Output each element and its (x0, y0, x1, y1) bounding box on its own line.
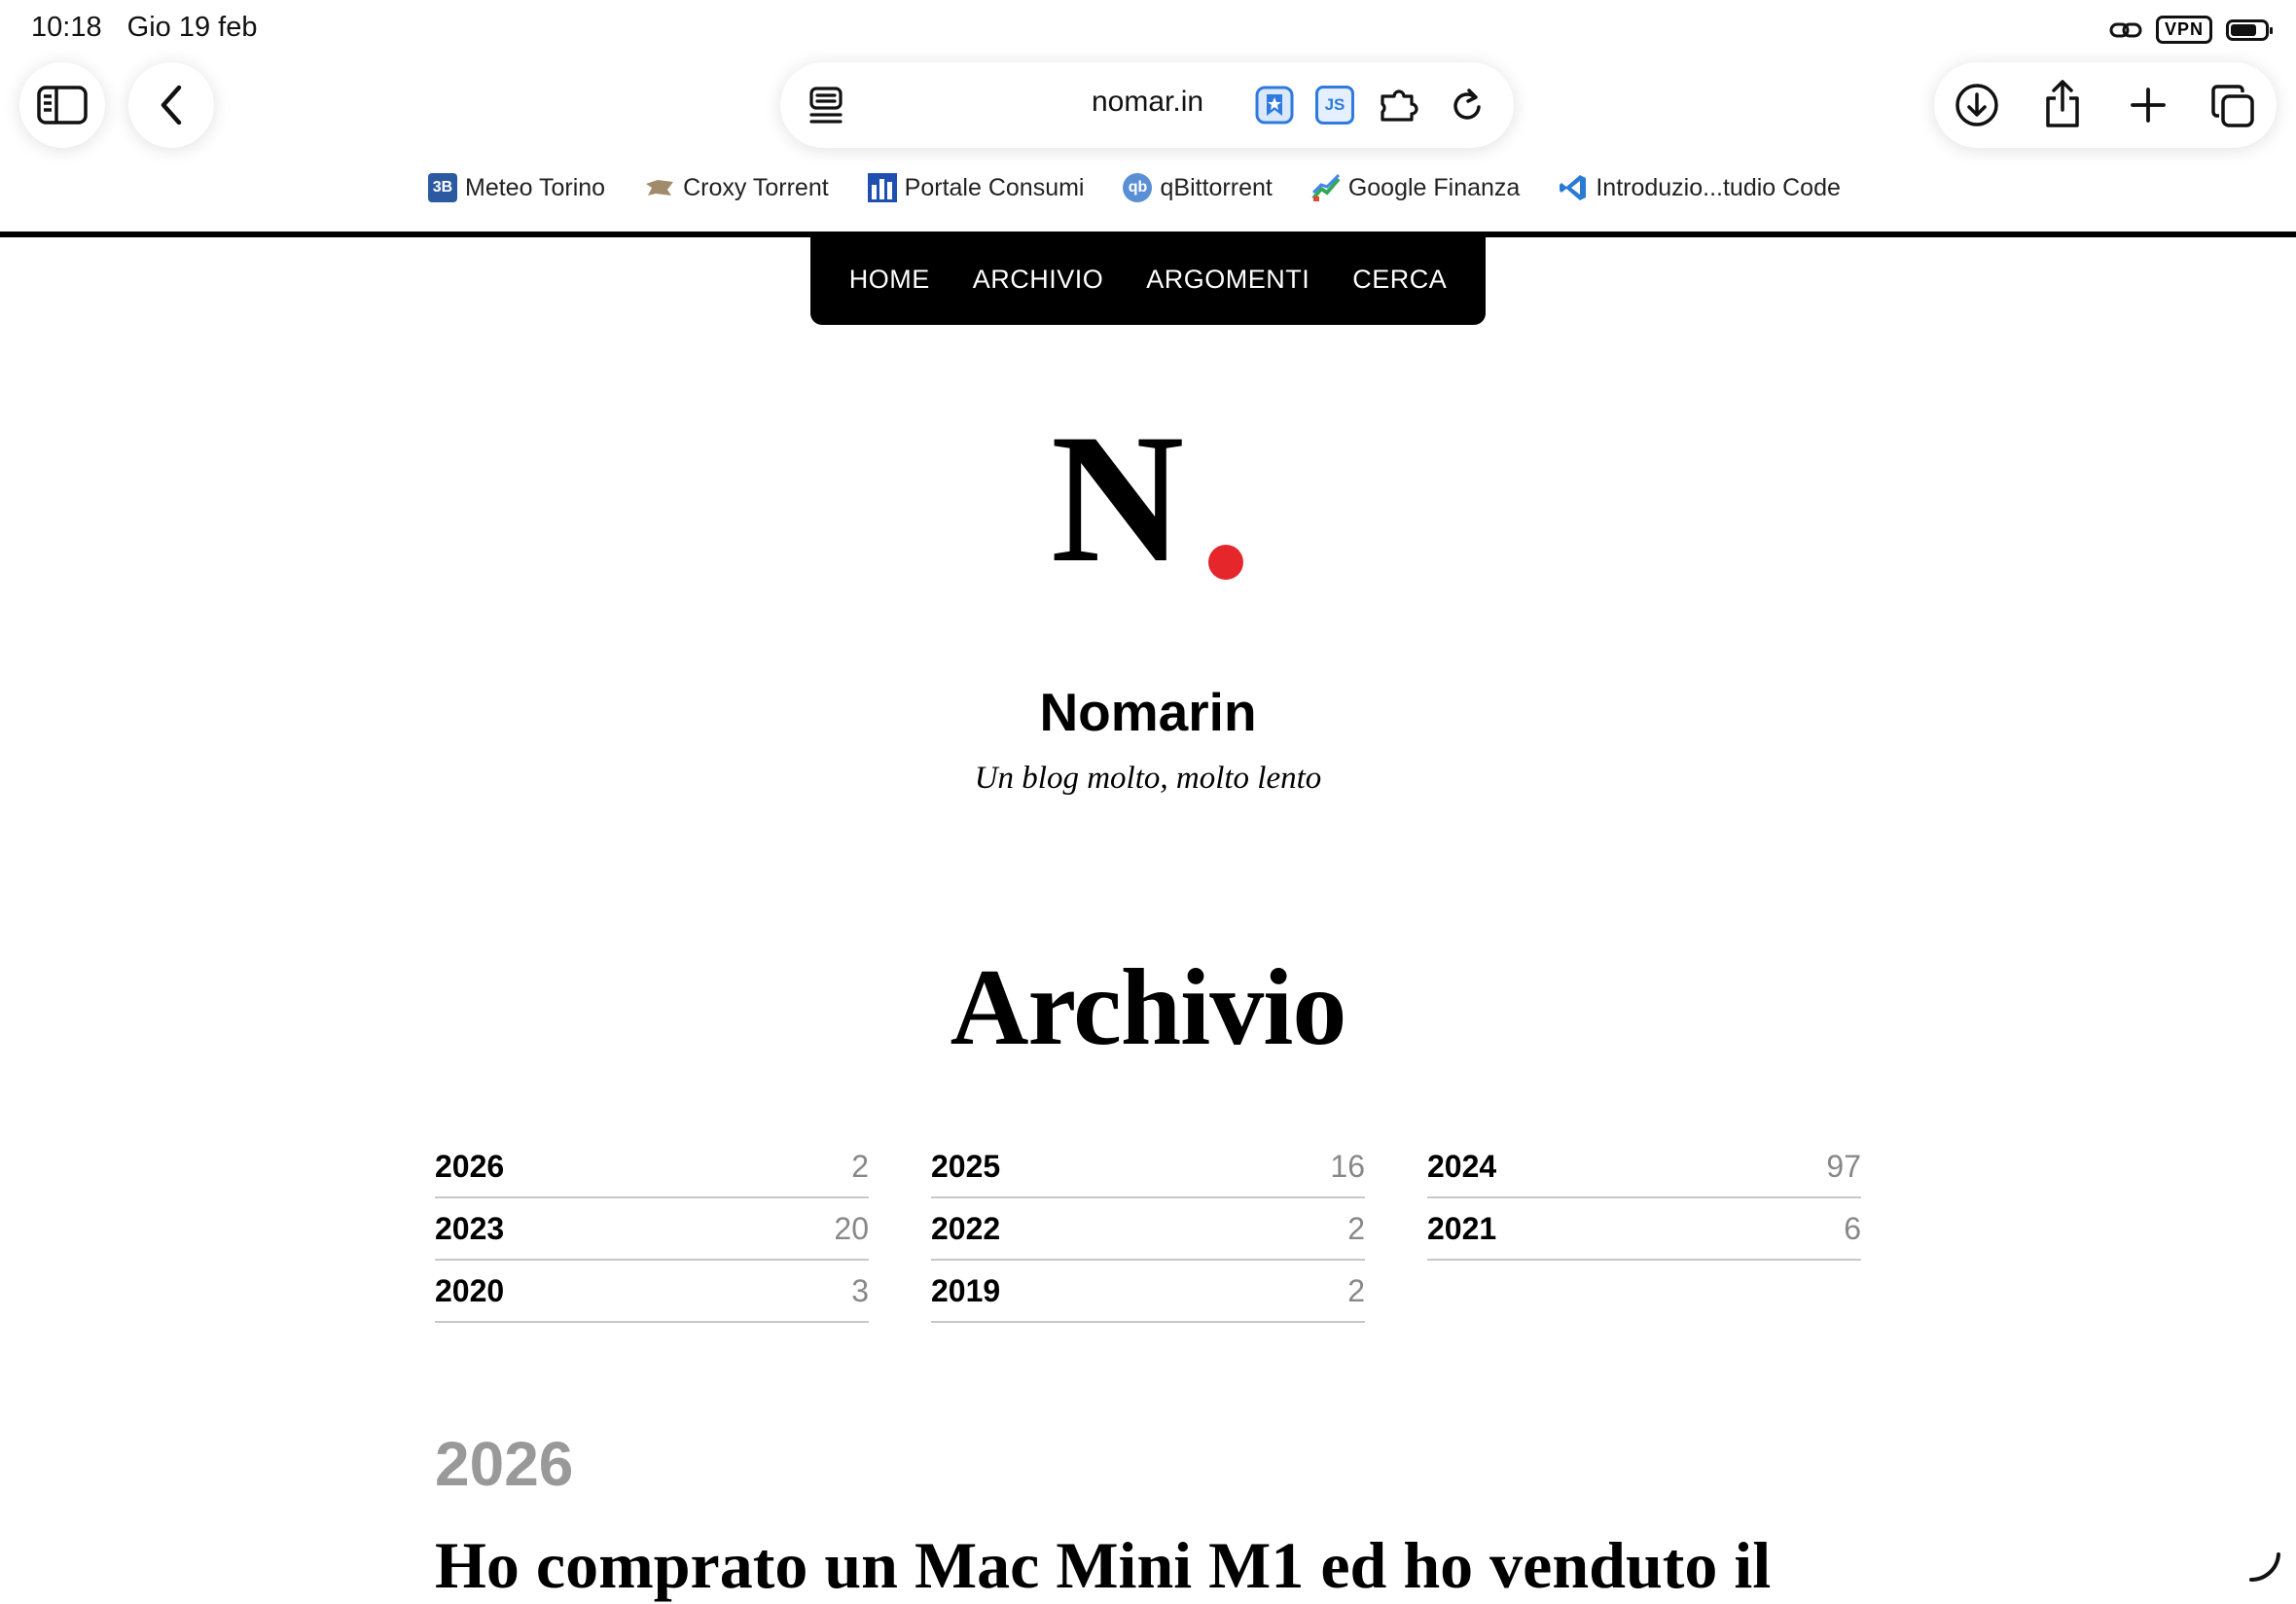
finance-chart-favicon-icon (1311, 173, 1341, 202)
section-year-heading: 2026 (435, 1429, 574, 1499)
bookmark-label: Croxy Torrent (683, 173, 829, 201)
vpn-badge: VPN (2156, 16, 2212, 44)
archive-year-row[interactable] (931, 1136, 1365, 1198)
vscode-favicon-icon (1559, 173, 1588, 202)
download-icon (1955, 83, 1999, 127)
address-bar[interactable] (780, 62, 1514, 148)
nav-archive[interactable]: ARCHIVIO (972, 264, 1104, 294)
archive-year: 2022 (931, 1210, 1001, 1246)
site-nav (810, 233, 1486, 325)
archive-year: 2024 (1427, 1148, 1497, 1184)
archive-count: 16 (1330, 1148, 1365, 1184)
archive-year: 2021 (1427, 1210, 1497, 1246)
bookmark-google-finanza[interactable] (1311, 173, 1521, 202)
js-extension-icon: JS (1324, 95, 1345, 114)
bookmark-label: Introduzio...tudio Code (1596, 173, 1841, 201)
archive-year: 2019 (931, 1272, 1001, 1308)
back-icon (158, 84, 185, 126)
bar-chart-favicon-icon (868, 173, 897, 202)
site-tagline: Un blog molto, molto lento (974, 761, 1322, 796)
share-button[interactable] (2039, 78, 2086, 130)
new-tab-icon (2129, 86, 2168, 125)
bookmark-extension-icon (1255, 86, 1294, 125)
bookmarks-bar (428, 173, 1841, 202)
share-icon (2042, 79, 2083, 129)
archive-year-row[interactable] (435, 1198, 869, 1261)
nav-topics[interactable]: ARGOMENTI (1146, 264, 1310, 294)
new-tab-button[interactable] (2127, 84, 2170, 126)
download-button[interactable] (1954, 82, 2000, 128)
archive-years-grid (435, 1136, 1861, 1323)
bookmark-label: Meteo Torino (465, 173, 606, 201)
archive-count: 2 (1347, 1210, 1365, 1246)
sidebar-icon (37, 86, 88, 125)
bookmark-qbittorrent[interactable] (1123, 173, 1272, 202)
sidebar-button[interactable] (19, 62, 105, 148)
url-text[interactable]: nomar.in (1092, 86, 1204, 118)
archive-count: 3 (851, 1272, 869, 1308)
site-logo[interactable]: N (1051, 397, 1185, 601)
site-title[interactable]: Nomarin (1039, 682, 1257, 742)
archive-year-row[interactable] (931, 1198, 1365, 1261)
logo-dot (1208, 545, 1243, 580)
archive-year: 2023 (435, 1210, 505, 1246)
archive-count: 97 (1826, 1148, 1861, 1184)
archive-year-row[interactable] (931, 1261, 1365, 1323)
js-extension-button[interactable] (1315, 86, 1354, 125)
link-icon (2109, 19, 2142, 41)
bookmark-extension-button[interactable] (1255, 86, 1294, 125)
archive-year-row[interactable] (1427, 1136, 1861, 1198)
archive-year-row[interactable] (435, 1136, 869, 1198)
archive-count: 2 (851, 1148, 869, 1184)
bookmark-croxy-torrent[interactable] (644, 173, 829, 202)
status-time: 10:18 (31, 12, 102, 43)
status-bar-right (2109, 16, 2269, 44)
archive-year: 2020 (435, 1272, 505, 1308)
bookmark-vscode[interactable] (1559, 173, 1841, 202)
right-toolbar (1934, 62, 2277, 148)
nav-search[interactable]: CERCA (1352, 264, 1448, 294)
tabs-icon (2209, 83, 2256, 129)
reader-button[interactable] (804, 84, 848, 126)
croxy-favicon-icon (644, 176, 675, 199)
status-date: Gio 19 feb (126, 12, 258, 43)
back-button[interactable] (128, 62, 214, 148)
loading-spinner-icon (2245, 1547, 2284, 1586)
archive-year: 2025 (931, 1148, 1001, 1184)
status-bar-left (31, 12, 274, 44)
archive-year: 2026 (435, 1148, 505, 1184)
qbittorrent-favicon-icon: qb (1123, 173, 1152, 202)
archive-count: 20 (834, 1210, 869, 1246)
bookmark-meteo-torino[interactable] (428, 173, 605, 202)
bookmark-label: Portale Consumi (904, 173, 1085, 201)
archive-count: 2 (1347, 1272, 1365, 1308)
archive-year-row[interactable] (1427, 1198, 1861, 1261)
battery-icon (2226, 19, 2269, 41)
archive-year-row[interactable] (435, 1261, 869, 1323)
archive-count: 6 (1844, 1210, 1861, 1246)
bookmark-label: Google Finanza (1347, 173, 1521, 201)
meteo-favicon-icon: 3B (428, 173, 457, 202)
post-title-link[interactable]: Ho comprato un Mac Mini M1 ed ho venduto il (435, 1528, 1772, 1602)
reload-button[interactable] (1446, 84, 1489, 126)
nav-home[interactable]: HOME (848, 264, 930, 294)
bookmark-portale-consumi[interactable] (868, 173, 1085, 202)
reader-icon (808, 86, 843, 125)
page-title: Archivio (950, 947, 1346, 1068)
extensions-button[interactable] (1378, 86, 1422, 125)
tabs-button[interactable] (2208, 82, 2257, 130)
reload-icon (1448, 86, 1487, 125)
bookmark-label: qBittorrent (1160, 173, 1273, 201)
extensions-icon (1379, 87, 1421, 124)
